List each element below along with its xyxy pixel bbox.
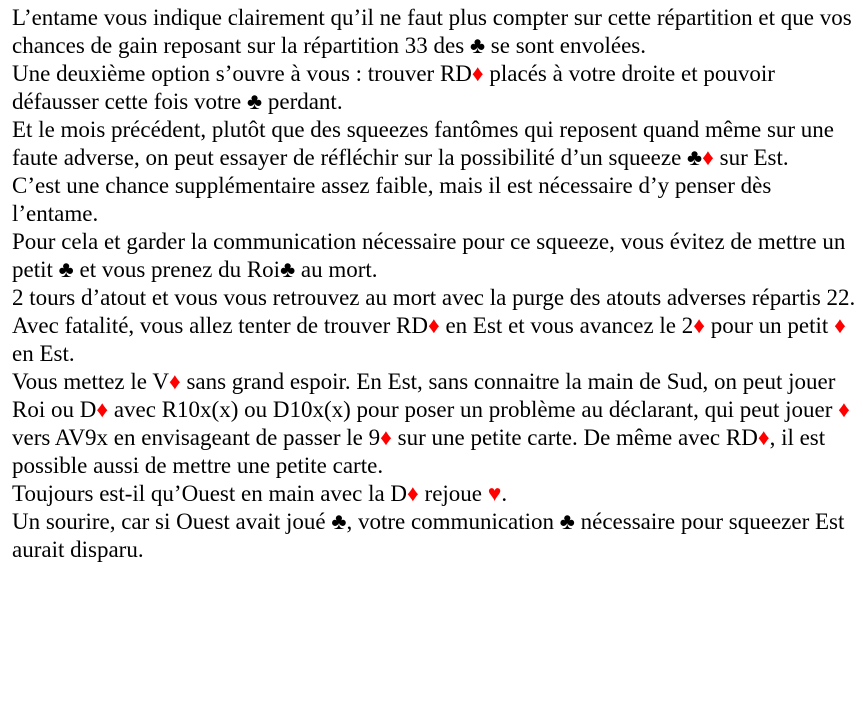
diamond-suit-icon: ♦ <box>96 397 109 422</box>
diamond-suit-icon: ♦ <box>838 397 850 422</box>
text-segment: Vous mettez le V <box>12 369 169 394</box>
paragraph <box>12 508 858 564</box>
club-suit-icon: ♣ <box>687 145 703 170</box>
text-segment: , votre communication <box>346 509 560 534</box>
paragraph <box>12 4 858 60</box>
text-segment: Un sourire, car si Ouest avait joué <box>12 509 332 534</box>
paragraph <box>12 60 858 116</box>
paragraph <box>12 284 858 312</box>
paragraph <box>12 312 858 368</box>
paragraph <box>12 368 858 480</box>
text-segment: au mort. <box>295 257 378 282</box>
text-segment: sans grand espoir. En Est, sans connaitre la main de Sud, on peut jouer Roi ou D <box>12 369 836 422</box>
diamond-suit-icon: ♦ <box>834 313 846 338</box>
document-body <box>12 4 858 564</box>
diamond-suit-icon: ♦ <box>471 61 484 86</box>
text-segment: en Est et vous avancez le 2 <box>439 313 694 338</box>
text-segment: avec R10x(x) ou D10x(x) pour poser un problème au déclarant, qui peut jouer <box>108 397 839 422</box>
club-suit-icon: ♣ <box>469 33 486 58</box>
text-segment: 2 tours d’atout et vous vous retrouvez au mort avec la purge des atouts adverses répartis 22. <box>12 285 856 310</box>
text-segment: Une deuxième option s’ouvre à vous : trouver RD <box>12 61 472 86</box>
diamond-suit-icon: ♦ <box>693 313 706 338</box>
text-segment: se sont envolées. <box>485 33 646 58</box>
text-segment: . <box>501 481 508 506</box>
club-suit-icon: ♣ <box>58 257 74 282</box>
paragraph <box>12 480 858 508</box>
text-segment: nécessaire pour squeezer Est aurait disparu. <box>12 509 845 562</box>
diamond-suit-icon: ♦ <box>380 425 392 450</box>
text-segment: sur une petite carte. De même avec RD <box>391 425 758 450</box>
diamond-suit-icon: ♦ <box>168 369 181 394</box>
text-segment: , il est possible aussi de mettre une petite carte. <box>12 425 826 478</box>
diamond-suit-icon: ♦ <box>407 481 419 506</box>
club-suit-icon: ♣ <box>331 509 347 534</box>
text-segment: pour un petit <box>705 313 835 338</box>
paragraph <box>12 228 858 284</box>
paragraph <box>12 172 858 228</box>
text-segment: en Est. <box>12 341 75 366</box>
diamond-suit-icon: ♦ <box>702 145 714 170</box>
diamond-suit-icon: ♦ <box>757 425 770 450</box>
text-segment: L’entame vous indique clairement qu’il ne faut plus compter sur cette répartition et que vos chances de gain reposant sur la répartition 33 des <box>12 5 852 58</box>
text-segment: sur Est. <box>713 145 789 170</box>
club-suit-icon: ♣ <box>280 257 296 282</box>
text-segment: Toujours est-il qu’Ouest en main avec la D <box>12 481 408 506</box>
text-segment: Pour cela et garder la communication nécessaire pour ce squeeze, vous évitez de mettre un petit <box>12 229 846 282</box>
club-suit-icon: ♣ <box>559 509 575 534</box>
club-suit-icon: ♣ <box>247 89 263 114</box>
heart-suit-icon: ♥ <box>487 481 502 506</box>
text-segment: Et le mois précédent, plutôt que des squeezes fantômes qui reposent quand même sur une faute adverse, on peut essayer de réfléchir sur la possibilité d’un squeeze <box>12 117 835 170</box>
text-segment: rejoue <box>418 481 488 506</box>
text-segment: et vous prenez du Roi <box>73 257 281 282</box>
text-segment: C’est une chance supplémentaire assez faible, mais il est nécessaire d’y penser dès l’entame. <box>12 173 772 226</box>
diamond-suit-icon: ♦ <box>427 313 440 338</box>
text-segment: placés à votre droite et pouvoir défausser cette fois votre <box>12 61 775 114</box>
text-segment: perdant. <box>262 89 343 114</box>
text-segment: vers AV9x en envisageant de passer le 9 <box>12 425 381 450</box>
paragraph <box>12 116 858 172</box>
text-segment: Avec fatalité, vous allez tenter de trouver RD <box>12 313 428 338</box>
